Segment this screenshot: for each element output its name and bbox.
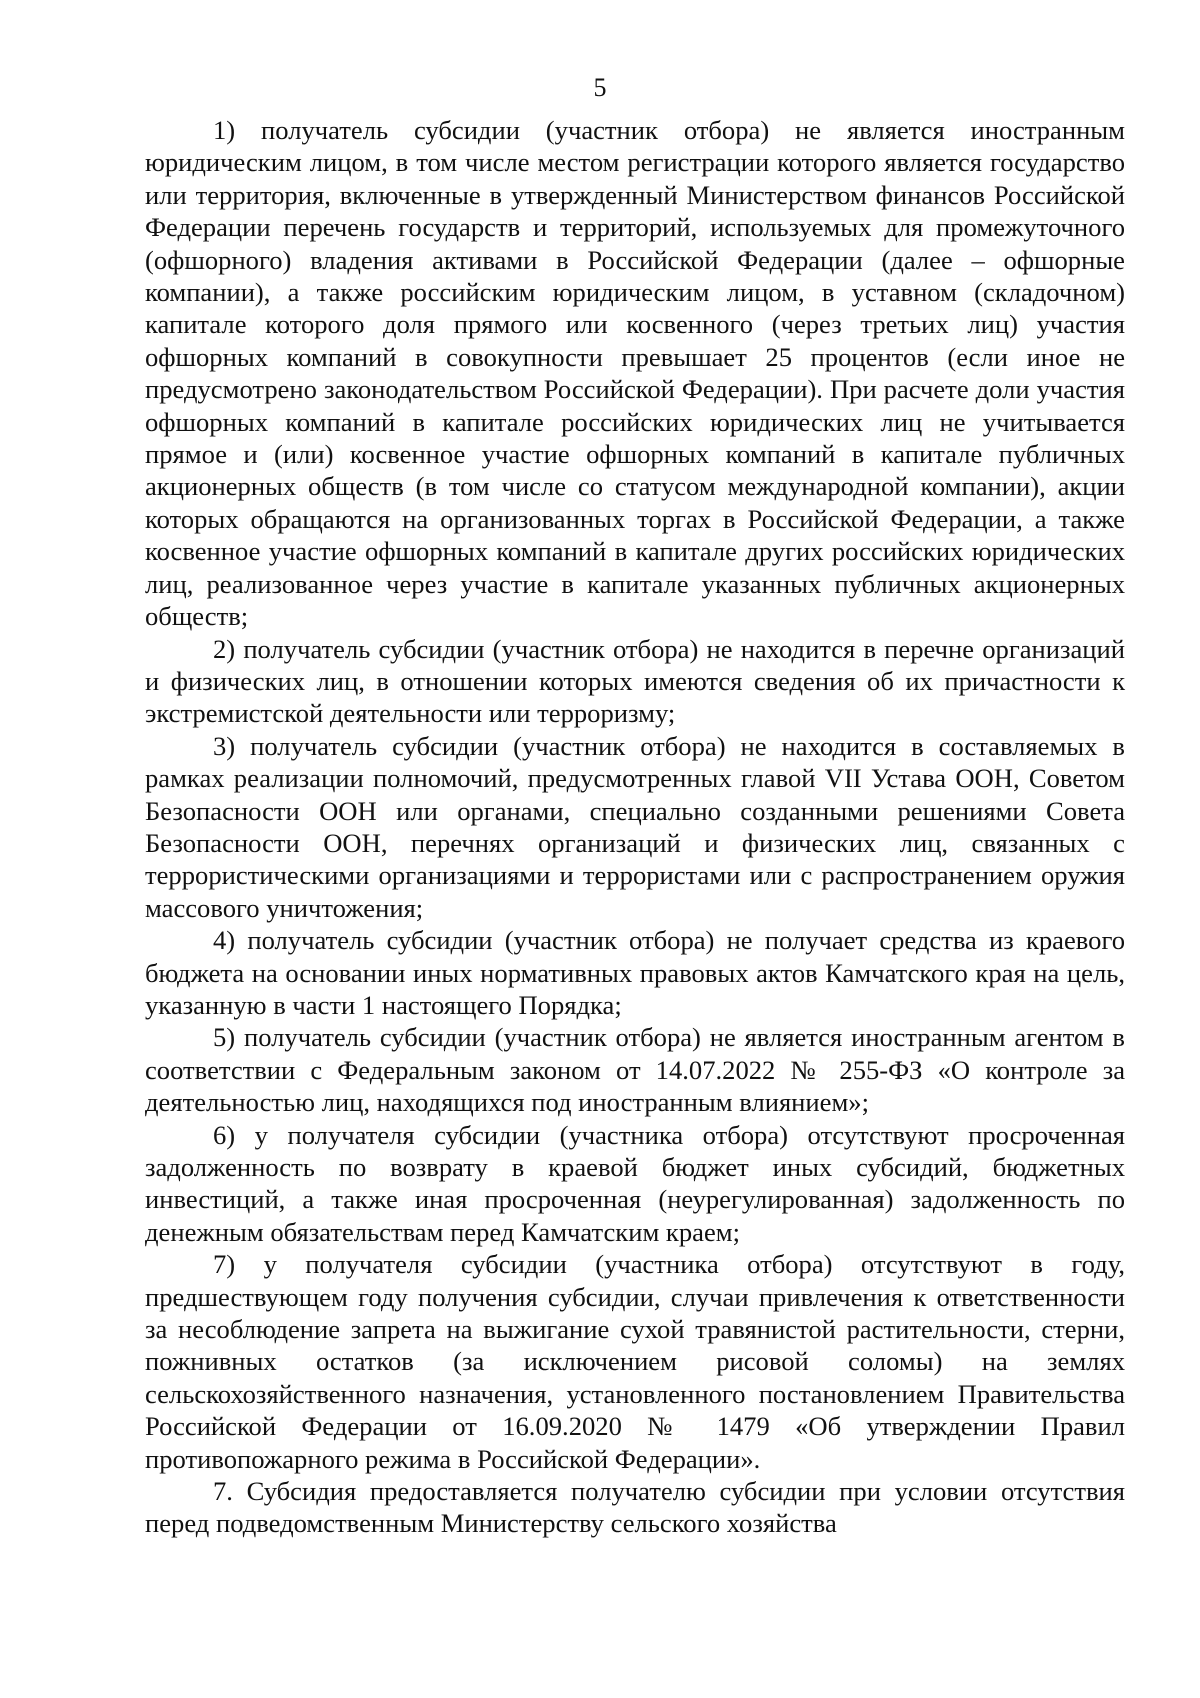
document-body bbox=[145, 114, 1125, 1540]
paragraph-item-3: 3) получатель субсидии (участник отбора) не находится в составляемых в рамках реализации полномочий, предусмотренных главой VII Устава ООН, Советом Безопасности ООН или органами, специально созданными решениями Совета Безопасности ООН, перечнях организаций и физических лиц, связанных с террористическими организациями и террористами или с распространением оружия массового уничтожения; bbox=[145, 730, 1125, 923]
paragraph-item-6: 6) у получателя субсидии (участника отбора) отсутствуют просроченная задолженность по возврату в краевой бюджет иных субсидий, бюджетных инвестиций, а также иная просроченная (неурегулированная) задолженность по денежным обязательствам перед Камчатским краем; bbox=[145, 1119, 1125, 1247]
paragraph-clause-7: 7. Субсидия предоставляется получателю субсидии при условии отсутствия перед подведомственным Министерству сельского хозяйства bbox=[145, 1476, 1125, 1539]
paragraph-item-1: 1) получатель субсидии (участник отбора) не является иностранным юридическим лицом, в том числе местом регистрации которого является государство или территория, включенные в утвержденный Министерством финансов Российской Федерации перечень государств и территорий, используемых для промежуточного (офшорного) владения активами в Российской Федерации (далее – офшорные компании), а также российским юридическим лицом, в уставном (складочном) капитале которого доля прямого или косвенного (через третьих лиц) участия офшорных компаний в совокупности превышает 25 процентов (если иное не предусмотрено законодательством Российской Федерации). При расчете доли участия офшорных компаний в капитале российских юридических лиц не учитывается прямое и (или) косвенное участие офшорных компаний в капитале публичных акционерных обществ (в том числе со статусом международной компании), акции которых обращаются на организованных торгах в Российской Федерации, а также косвенное участие офшорных компаний в капитале других российских юридических лиц, реализованное через участие в капитале указанных публичных акционерных обществ; bbox=[145, 115, 1125, 632]
paragraph-item-5: 5) получатель субсидии (участник отбора) не является иностранным агентом в соответствии с Федеральным законом от 14.07.2022 № 255-ФЗ «О контроле за деятельностью лиц, находящихся под иностранным влиянием»; bbox=[145, 1022, 1125, 1118]
paragraph-item-4: 4) получатель субсидии (участник отбора) не получает средства из краевого бюджета на основании иных нормативных правовых актов Камчатского края на цель, указанную в части 1 настоящего Порядка; bbox=[145, 925, 1125, 1020]
page-number: 5 bbox=[593, 73, 607, 102]
paragraph-item-7: 7) у получателя субсидии (участника отбора) отсутствуют в году, предшествующем году получения субсидии, случаи привлечения к ответственности за несоблюдение запрета на выжигание сухой травянистой растительности, стерни, пожнивных остатков (за исключением рисовой соломы) на землях сельскохозяйственного назначения, установленного постановлением Правительства Российской Федерации от 16.09.2020 № 1479 «Об утверждении Правил противопожарного режима в Российской Федерации». bbox=[145, 1249, 1125, 1474]
paragraph-item-2: 2) получатель субсидии (участник отбора) не находится в перечне организаций и физических лиц, в отношении которых имеются сведения об их причастности к экстремистской деятельности или терроризму; bbox=[145, 633, 1125, 729]
